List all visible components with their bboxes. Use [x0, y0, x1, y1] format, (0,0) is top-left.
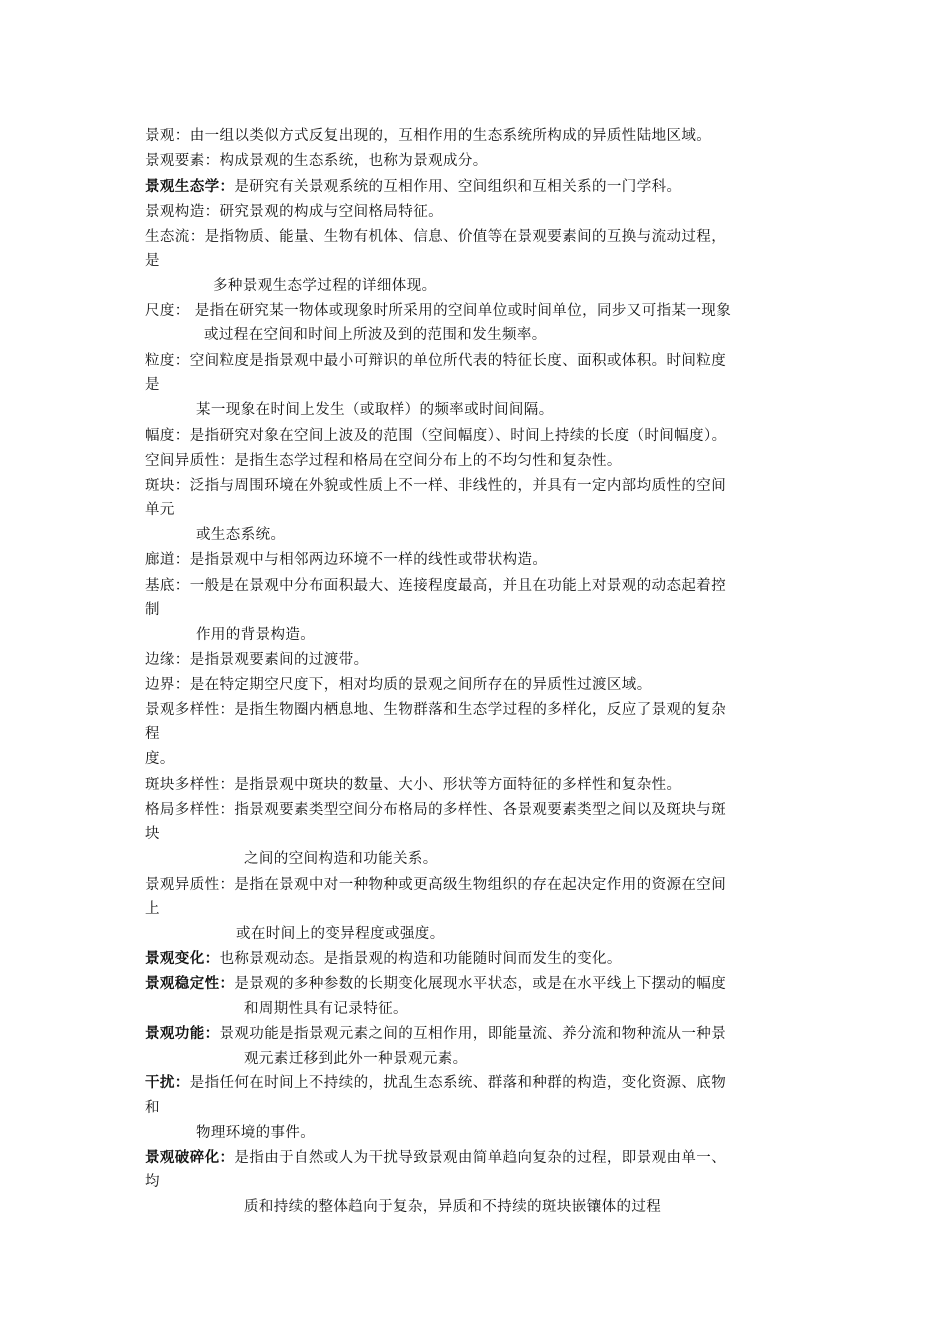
definition-landscape-element	[145, 151, 488, 171]
definition-text: 或在时间上的变异程度或强度。	[236, 926, 445, 942]
definition-continuation	[244, 849, 438, 869]
definition-continuation	[145, 1172, 160, 1192]
term-label: 景观破碎化：	[145, 1149, 235, 1166]
definition-continuation	[244, 999, 408, 1019]
term-label: 景观功能：	[145, 1025, 220, 1042]
definition-continuation	[236, 924, 445, 944]
definition-text: 斑块：泛指与周围环境在外貌或性质上不一样、非线性的，并具有一定内部均质性的空间	[145, 478, 727, 494]
definition-text: 斑块多样性：是指景观中斑块的数量、大小、形状等方面特征的多样性和复杂性。	[145, 777, 682, 793]
definition-continuation	[145, 724, 160, 744]
definition-continuation	[145, 824, 160, 844]
definition-text: 是指任何在时间上不持续的，扰乱生态系统、群落和种群的构造，变化资源、底物	[189, 1075, 727, 1091]
definition-patch	[145, 476, 726, 496]
term-label: 景观生态学：	[145, 178, 235, 195]
definition-text: 单元	[145, 502, 175, 518]
definition-text: 景观多样性：是指生物圈内栖息地、生物群落和生态学过程的多样化，反应了景观的复杂	[145, 702, 727, 718]
definition-text: 作用的背景构造。	[196, 627, 316, 643]
definition-corridor	[145, 550, 547, 570]
definition-text: 度。	[145, 751, 175, 767]
definition-landscape	[145, 126, 711, 146]
definition-text: 制	[145, 602, 160, 618]
definition-continuation	[196, 400, 554, 420]
definition-text: 和	[145, 1100, 160, 1116]
definition-text: 是	[145, 253, 160, 269]
definition-matrix	[145, 576, 726, 596]
definition-continuation	[196, 625, 315, 645]
definition-continuation	[196, 1123, 315, 1143]
definition-text: 之间的空间构造和功能关系。	[244, 851, 438, 867]
definition-text: 景观异质性：是指在景观中对一种物种或更高级生物组织的存在起决定作用的资源在空间	[145, 877, 727, 893]
definition-text: 空间异质性：是指生态学过程和格局在空间分布上的不均匀性和复杂性。	[145, 453, 622, 469]
definition-text: 均	[145, 1174, 160, 1190]
definition-text: 基底：一般是在景观中分布面积最大、连接程度最高，并且在功能上对景观的动态起着控	[145, 578, 727, 594]
definition-continuation	[213, 276, 437, 296]
definition-grain	[145, 351, 726, 371]
definition-text: 尺度： 是指在研究某一物体或现象时所采用的空间单位或时间单位，同步又可指某一现象	[145, 303, 732, 319]
definition-text: 上	[145, 901, 160, 917]
term-label: 景观稳定性：	[145, 975, 235, 992]
definition-landscape-diversity	[145, 700, 726, 720]
definition-text: 多种景观生态学过程的详细体现。	[213, 278, 437, 294]
definition-text: 边界：是在特定期空尺度下，相对均质的景观之间所存在的异质性过渡区域。	[145, 677, 652, 693]
definition-text: 粒度：空间粒度是指景观中最小可辩识的单位所代表的特征长度、面积或体积。时间粒度	[145, 353, 727, 369]
definition-text: 廊道：是指景观中与相邻两边环境不一样的线性或带状构造。	[145, 552, 548, 568]
definition-continuation	[145, 749, 175, 769]
definition-continuation	[145, 1098, 160, 1118]
definition-text: 质和持续的整体趋向于复杂，异质和不持续的斑块嵌镶体的过程	[244, 1199, 662, 1215]
definition-text: 和周期性具有记录特征。	[244, 1001, 408, 1017]
definition-text: 边缘：是指景观要素间的过渡带。	[145, 652, 369, 668]
definition-landscape-ecology	[145, 177, 681, 197]
definition-continuation	[145, 600, 160, 620]
definition-continuation	[145, 500, 175, 520]
definition-text: 是景观的多种参数的长期变化展现水平状态，或是在水平线上下摆动的幅度	[234, 976, 727, 992]
definition-landscape-fragmentation	[145, 1148, 726, 1168]
definition-continuation	[145, 375, 160, 395]
definition-text: 程	[145, 726, 160, 742]
definition-text: 块	[145, 826, 160, 842]
definition-spatial-heterogeneity	[145, 451, 622, 471]
definition-continuation	[244, 1197, 661, 1217]
definition-text: 某一现象在时间上发生（或取样）的频率或时间间隔。	[196, 402, 554, 418]
definition-text: 是指由于自然或人为干扰导致景观由简单趋向复杂的过程，即景观由单一、	[234, 1150, 727, 1166]
definition-text: 幅度：是指研究对象在空间上波及的范围（空间幅度）、时间上持续的长度（时间幅度）。	[145, 428, 727, 444]
definition-continuation	[196, 525, 285, 545]
definition-continuation	[145, 251, 160, 271]
definition-text: 景观要素：构成景观的生态系统，也称为景观成分。	[145, 153, 488, 169]
definition-landscape-change	[145, 949, 622, 969]
term-label: 干扰：	[145, 1074, 190, 1091]
definition-text: 景观构造：研究景观的构成与空间格局特征。	[145, 204, 443, 220]
definition-disturbance	[145, 1073, 726, 1093]
definition-text: 格局多样性：指景观要素类型空间分布格局的多样性、各景观要素类型之间以及斑块与斑	[145, 802, 727, 818]
definition-eco-flow	[145, 227, 726, 247]
definition-extent	[145, 426, 727, 446]
definition-continuation	[204, 325, 547, 345]
definition-text: 景观：由一组以类似方式反复出现的，互相作用的生态系统所构成的异质性陆地区域。	[145, 128, 712, 144]
definition-landscape-function	[145, 1024, 726, 1044]
term-label: 景观变化：	[145, 950, 220, 967]
definition-landscape-heterogeneity	[145, 875, 726, 895]
definition-boundary	[145, 675, 652, 695]
definition-text: 观元素迁移到此外一种景观元素。	[244, 1051, 468, 1067]
definition-text: 景观功能是指景观元素之间的互相作用，即能量流、养分流和物种流从一种景	[219, 1026, 727, 1042]
definition-text: 是研究有关景观系统的互相作用、空间组织和互相关系的一门学科。	[234, 179, 682, 195]
definition-landscape-stability	[145, 974, 726, 994]
definition-text: 或过程在空间和时间上所波及到的范围和发生频率。	[204, 327, 547, 343]
definition-text: 也称景观动态。是指景观的构造和功能随时间而发生的变化。	[219, 951, 622, 967]
definition-edge	[145, 650, 369, 670]
definition-patch-diversity	[145, 775, 681, 795]
definition-text: 是	[145, 377, 160, 393]
definition-pattern-diversity	[145, 800, 726, 820]
definition-continuation	[145, 899, 160, 919]
definition-text: 或生态系统。	[196, 527, 286, 543]
definition-text: 生态流：是指物质、能量、生物有机体、信息、价值等在景观要素间的互换与流动过程，	[145, 229, 727, 245]
definition-scale	[145, 301, 731, 321]
definition-continuation	[244, 1049, 468, 1069]
definition-text: 物理环境的事件。	[196, 1125, 316, 1141]
definition-landscape-structure	[145, 202, 443, 222]
